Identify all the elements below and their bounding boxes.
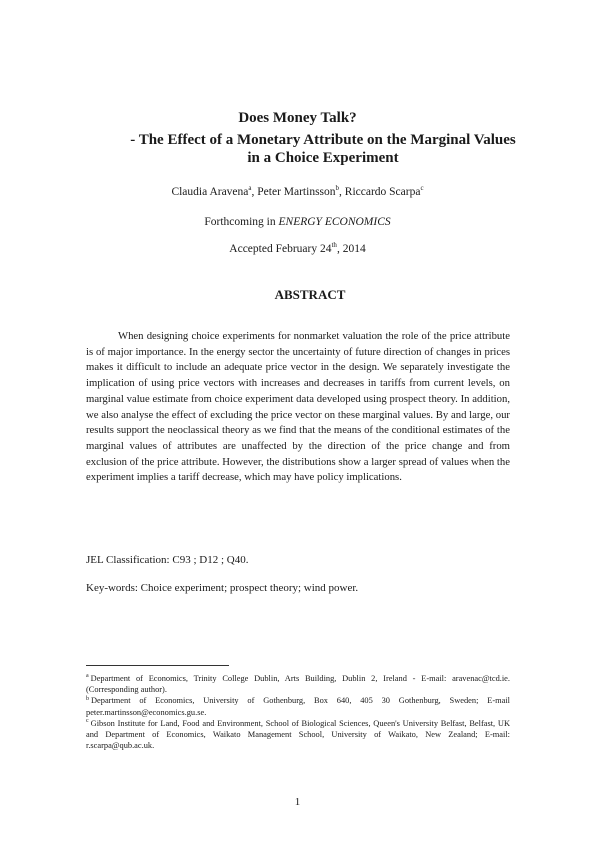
author-affiliation-mark: b [335, 184, 340, 193]
footnote [86, 673, 510, 695]
author-affiliation-mark: c [420, 184, 424, 193]
accepted-year: , 2014 [336, 243, 366, 255]
journal-name: ENERGY ECONOMICS [278, 216, 391, 228]
footnote-mark: a [86, 673, 89, 680]
author-list [0, 186, 595, 198]
accepted-prefix: Accepted February 24 [229, 243, 332, 255]
paper-title: Does Money Talk? [238, 110, 357, 126]
abstract-heading: ABSTRACT [274, 287, 346, 302]
footnote [86, 718, 510, 752]
publication-note [0, 216, 595, 228]
footnote-mark: b [86, 695, 89, 702]
keywords: Key-words: Choice experiment; prospect theory; wind power. [86, 582, 359, 594]
footnote-text: Department of Economics, University of Gothenburg, Box 640, 405 30 Gothenburg, Sweden; E-mail peter.martinsson@economics.gu.se. [86, 696, 510, 717]
footnotes [86, 673, 510, 751]
publication-prefix: Forthcoming in [204, 216, 279, 228]
footnote-divider [86, 665, 229, 666]
jel-classification: JEL Classification: C93 ; D12 ; Q40. [86, 554, 249, 566]
footnote-text: Department of Economics, Trinity College Dublin, Arts Building, Dublin 2, Ireland - E-mail: aravenac@tcd.ie. (Corresponding author). [86, 674, 510, 695]
author-separator: , [251, 186, 258, 198]
author-name: Peter Martinsson [257, 186, 336, 198]
accepted-ordinal: th [331, 241, 337, 250]
paper-subtitle: - The Effect of a Monetary Attribute on the Marginal Values in a Choice Experiment [130, 132, 516, 166]
author-name: Claudia Aravena [171, 186, 249, 198]
author-name: Riccardo Scarpa [344, 186, 421, 198]
accepted-date [0, 243, 595, 255]
footnote [86, 695, 510, 717]
page-number: 1 [294, 796, 301, 808]
author-affiliation-mark: a [248, 184, 252, 193]
author-separator: , [339, 186, 345, 198]
footnote-text: Gibson Institute for Land, Food and Environment, School of Biological Sciences, Queen's University Belfast, Belfast, UK and Department of Economics, Waikato Management School, University of Waikato, New Zealand; E-mail: r.scarpa@qub.ac.uk. [86, 718, 510, 751]
footnote-mark: c [86, 718, 89, 725]
abstract-text: When designing choice experiments for nonmarket valuation the role of the price attribute is of major importance. In the energy sector the uncertainty of future direction of changes in prices makes it difficult to include an adequate price vector in the design. We separately investigate the implication of using price vectors with increases and decreases in tariffs from current levels, on marginal value estimate from choice experiment data developed using prospect theory. In addition, we also analyse the effect of excluding the price vector on these marginal values. By and large, our results support the neoclassical theory as we find that the means of the conditional estimates of the marginal values of attributes are unaffected by the direction of the price change and from exclusion of the price attribute. However, the distributions show a larger spread of values when the experiment implies a tariff decrease, which may have policy implications. [86, 330, 510, 484]
